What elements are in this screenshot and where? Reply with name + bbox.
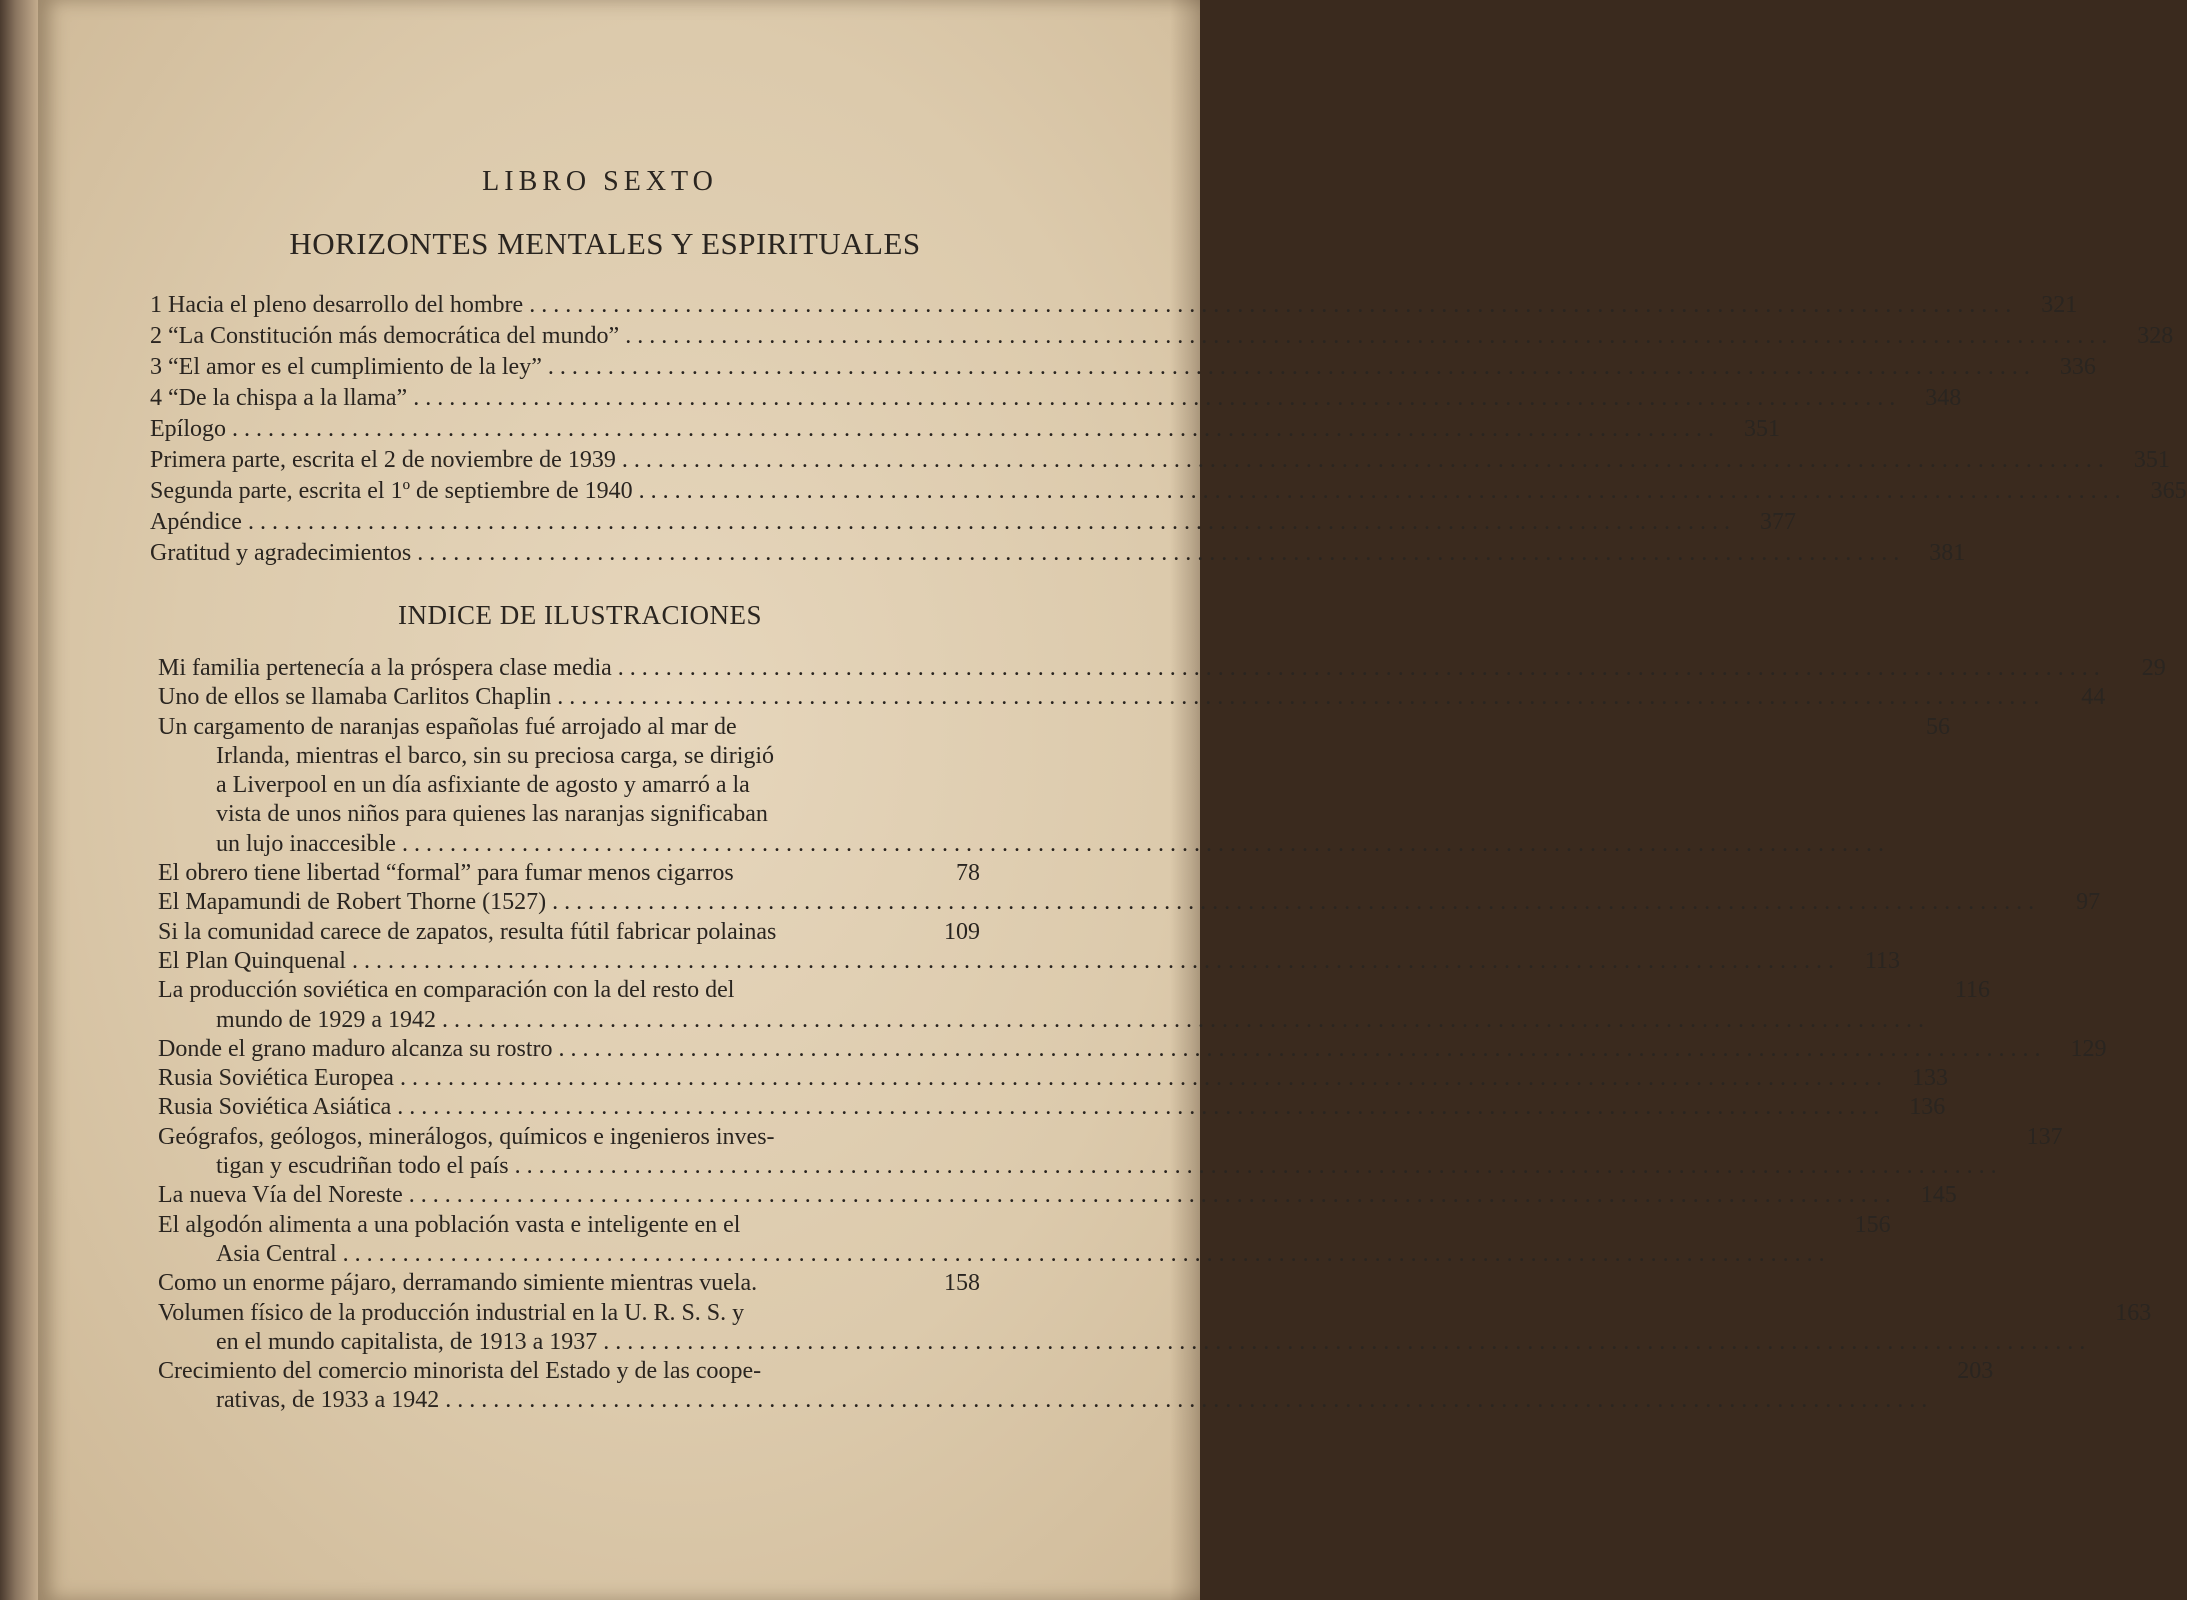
- illustration-entry: [158, 888, 2101, 917]
- illustration-line-text: Como un enorme pájaro, derramando simiente mientras vuela.: [158, 1270, 758, 1297]
- illustration-entry: [158, 1064, 1948, 1093]
- leader-dots: [352, 947, 1834, 976]
- toc-entry-title: 1 Hacia el pleno desarrollo del hombre: [150, 292, 524, 318]
- illustration-line-text: El obrero tiene libertad “formal” para fumar menos cigarros: [158, 860, 734, 887]
- illustration-line: [158, 1035, 2047, 1064]
- section-heading: HORIZONTES MENTALES Y ESPIRITUALES: [289, 226, 921, 261]
- illustration-line-text: vista de unos niños para quienes las naranjas significaban: [216, 801, 768, 828]
- illustration-line: [158, 1152, 2003, 1181]
- leader-dots: [552, 888, 2034, 917]
- toc-entry: [150, 290, 2078, 321]
- toc-entry-page: 381: [1929, 540, 1966, 566]
- leader-dots: [402, 830, 1884, 859]
- illustration-line: [158, 1064, 1888, 1093]
- illustration-line: [158, 1328, 2091, 1357]
- illustration-line-text: Uno de ellos se llamaba Carlitos Chaplin: [158, 684, 552, 711]
- illustration-line: [158, 888, 2040, 917]
- illustration-entry: [158, 713, 1950, 859]
- illustration-entry-text: [158, 947, 1840, 976]
- illustration-line: [158, 918, 920, 947]
- illustration-line: [158, 742, 1890, 771]
- toc-entry: [150, 507, 1796, 538]
- toc-entry: [150, 352, 2096, 383]
- toc-entry-page: 377: [1759, 509, 1796, 535]
- leader-dots: [397, 1093, 1879, 1122]
- illustration-entry-text: [158, 1299, 2091, 1358]
- illustration-line-text: Crecimiento del comercio minorista del Estado y de las coope-: [158, 1358, 762, 1385]
- illustration-entry-text: [158, 1211, 1831, 1270]
- leader-dots: [409, 1181, 1891, 1210]
- illustration-entry-text: [158, 859, 920, 888]
- leader-dots: [639, 476, 2121, 507]
- toc-entry-title: Primera parte, escrita el 2 de noviembre de 1939: [150, 447, 616, 473]
- leader-dots: [442, 1006, 1924, 1035]
- illustration-line: [158, 947, 1840, 976]
- leader-dots: [603, 1328, 2085, 1357]
- illustration-line-text: Asia Central: [216, 1240, 337, 1267]
- illustration-entry-page: 113: [1864, 947, 1900, 974]
- illustration-entry-page: 203: [1957, 1358, 1994, 1385]
- illustration-entry: [158, 1299, 2152, 1358]
- illustration-entry: [158, 1093, 1946, 1122]
- illustration-line-text: El algodón alimenta a una población vasta e inteligente en el: [158, 1211, 741, 1238]
- illustration-entry-page: 156: [1854, 1211, 1891, 1238]
- illustration-entry: [158, 859, 980, 888]
- illustration-line: [158, 1269, 920, 1298]
- toc-entry: [150, 414, 1780, 445]
- illustration-line: [158, 1093, 1885, 1122]
- illustration-line-text: un lujo inaccesible: [216, 830, 396, 857]
- leader-dots: [559, 1035, 2041, 1064]
- illustration-entry-page: 158: [944, 1270, 980, 1297]
- illustration-line: [158, 1240, 1831, 1269]
- illustration-entry: [158, 947, 1900, 976]
- illustration-entry-page: 78: [956, 860, 980, 887]
- toc-entry-page: 351: [2133, 447, 2170, 473]
- illustration-line: [158, 830, 1890, 859]
- illustration-entry: [158, 1269, 980, 1298]
- illustration-line-text: Un cargamento de naranjas españolas fué arrojado al mar de: [158, 713, 737, 740]
- illustration-line: [158, 1299, 2091, 1328]
- leader-dots: [622, 445, 2104, 476]
- illustration-entry-page: 163: [2115, 1299, 2152, 1326]
- illustration-entry-page: 136: [1909, 1094, 1946, 1121]
- leader-dots: [548, 352, 2030, 383]
- illustrations-heading: INDICE DE ILUSTRACIONES: [398, 600, 762, 630]
- illustration-line: [158, 683, 2045, 712]
- leader-dots: [343, 1240, 1825, 1269]
- leader-dots: [445, 1386, 1927, 1415]
- toc-entry: [150, 321, 2174, 352]
- illustration-line: [158, 713, 1890, 742]
- illustration-entry-page: 56: [1925, 713, 1950, 740]
- illustration-line: [158, 1006, 1930, 1035]
- illustration-line-text: Mi familia pertenecía a la próspera clase media: [158, 655, 612, 681]
- illustration-entry-text: [158, 1181, 1897, 1210]
- illustration-entry-page: 97: [2076, 889, 2101, 916]
- illustrations-index: [158, 654, 2166, 1416]
- illustration-entry: [158, 918, 980, 947]
- illustration-line-text: Volumen físico de la producción industrial en la U. R. S. S. y: [158, 1299, 745, 1326]
- illustration-line: [158, 1357, 1933, 1386]
- illustration-entry-page: 137: [2026, 1123, 2063, 1150]
- illustration-entry-text: [158, 1269, 920, 1298]
- illustration-entry-text: [158, 976, 1930, 1035]
- leader-dots: [248, 507, 1730, 538]
- leader-dots: [400, 1064, 1882, 1093]
- toc-entry-title: Segunda parte, escrita el 1º de septiembre de 1940: [150, 478, 633, 504]
- illustration-entry-page: 116: [1954, 977, 1990, 1004]
- toc-entry-title: Gratitud y agradecimientos: [150, 540, 412, 566]
- illustration-entry-text: [158, 1064, 1888, 1093]
- illustration-entry-page: 29: [2141, 655, 2166, 681]
- illustration-entry: [158, 1211, 1891, 1270]
- toc-entry: [150, 383, 1962, 414]
- illustration-entry-text: [158, 888, 2040, 917]
- illustration-line-text: El Mapamundi de Robert Thorne (1527): [158, 889, 547, 916]
- toc-entry-title: 3 “El amor es el cumplimiento de la ley”: [150, 354, 542, 380]
- toc-entry-page: 328: [2137, 323, 2174, 349]
- illustration-line-text: Rusia Soviética Asiática: [158, 1094, 392, 1121]
- toc-entry-page: 365: [2150, 478, 2187, 504]
- illustration-entry: [158, 683, 2106, 712]
- illustration-entry: [158, 1181, 1957, 1210]
- illustration-entry-text: [158, 1093, 1885, 1122]
- illustration-line-text: Geógrafos, geólogos, minerálogos, químicos e ingenieros inves-: [158, 1123, 775, 1150]
- illustration-line-text: La producción soviética en comparación con la del resto del: [158, 977, 735, 1004]
- illustration-line-text: Rusia Soviética Europea: [158, 1065, 394, 1092]
- illustration-entry-page: 133: [1911, 1065, 1948, 1092]
- leader-dots: [618, 654, 2100, 683]
- illustration-entry-page: 129: [2070, 1035, 2107, 1062]
- leader-dots: [557, 683, 2039, 712]
- leader-dots: [417, 538, 1899, 569]
- illustration-entry: [158, 654, 2166, 683]
- table-of-contents: [150, 290, 2187, 569]
- toc-entry-page: 321: [2041, 292, 2078, 318]
- illustration-entry: [158, 1357, 1994, 1416]
- illustration-line-text: en el mundo capitalista, de 1913 a 1937: [216, 1328, 598, 1355]
- illustration-line-text: Si la comunidad carece de zapatos, resulta fútil fabricar polainas: [158, 918, 777, 945]
- illustration-line-text: rativas, de 1933 a 1942: [216, 1387, 440, 1414]
- illustration-line: [158, 800, 1890, 829]
- book-heading: LIBRO SEXTO: [482, 166, 718, 197]
- illustration-line-text: Irlanda, mientras el barco, sin su preciosa carga, se dirigió: [216, 742, 775, 769]
- illustration-line-text: El Plan Quinquenal: [158, 947, 346, 974]
- illustration-entry-page: 109: [944, 918, 980, 945]
- illustration-entry: [158, 1123, 2063, 1182]
- toc-entry-title: 4 “De la chispa a la llama”: [150, 385, 408, 411]
- toc-entry-title: 2 “La Constitución más democrática del mundo”: [150, 323, 620, 349]
- illustration-line-text: La nueva Vía del Noreste: [158, 1182, 403, 1209]
- illustration-line: [158, 654, 2106, 683]
- illustration-entry-text: [158, 1035, 2047, 1064]
- leader-dots: [529, 290, 2011, 321]
- illustration-line-text: tigan y escudriñan todo el país: [216, 1153, 509, 1180]
- leader-dots: [515, 1152, 1997, 1181]
- illustration-entry-text: [158, 1357, 1933, 1416]
- toc-entry: [150, 538, 1966, 569]
- illustration-line: [158, 1386, 1933, 1415]
- toc-entry-title: Apéndice: [150, 509, 242, 535]
- toc-entry-page: 348: [1925, 385, 1962, 411]
- illustration-entry-text: [158, 654, 2106, 683]
- illustration-entry-text: [158, 1123, 2003, 1182]
- illustration-line-text: mundo de 1929 a 1942: [216, 1006, 436, 1033]
- illustration-entry-text: [158, 683, 2045, 712]
- illustration-line: [158, 859, 920, 888]
- toc-entry-page: 336: [2059, 354, 2096, 380]
- illustration-entry: [158, 976, 1990, 1035]
- illustration-line: [158, 1123, 2003, 1152]
- illustration-entry: [158, 1035, 2107, 1064]
- illustration-line-text: a Liverpool en un día asfixiante de agosto y amarró a la: [216, 772, 750, 799]
- leader-dots: [625, 321, 2107, 352]
- leader-dots: [232, 414, 1714, 445]
- toc-entry-title: Epílogo: [150, 416, 226, 442]
- illustration-entry-page: 44: [2081, 684, 2106, 711]
- leader-dots: [413, 383, 1895, 414]
- illustration-line: [158, 1181, 1897, 1210]
- illustration-entry-page: 145: [1920, 1182, 1957, 1209]
- toc-entry-page: 351: [1744, 416, 1780, 442]
- illustration-line: [158, 976, 1930, 1005]
- toc-entry: [150, 445, 2170, 476]
- illustration-entry-text: [158, 918, 920, 947]
- illustration-line: [158, 771, 1890, 800]
- illustration-line: [158, 1211, 1831, 1240]
- toc-entry: [150, 476, 2187, 507]
- illustration-entry-text: [158, 713, 1890, 859]
- illustration-line-text: Donde el grano maduro alcanza su rostro: [158, 1035, 553, 1062]
